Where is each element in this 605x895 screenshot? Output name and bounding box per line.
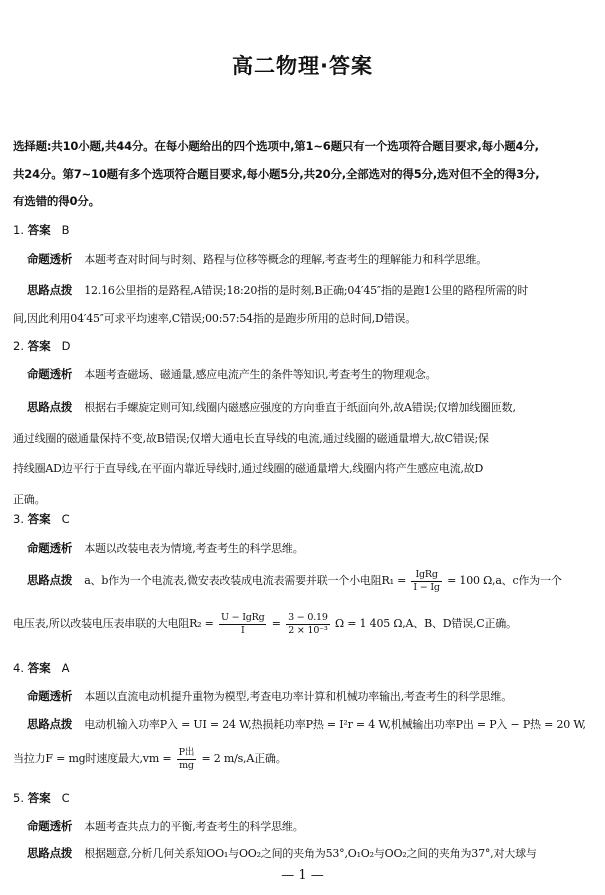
- answer-value: C: [61, 791, 70, 805]
- question-1-hint: [13, 277, 593, 332]
- analysis-label: 命题透析: [27, 541, 73, 555]
- question-3-analysis: [13, 535, 593, 563]
- question-number: 1.: [13, 223, 24, 237]
- analysis-text: 本题以直流电动机提升重物为模型,考查电功率计算和机械功率输出,考查考生的科学思维。: [84, 690, 512, 703]
- analysis-label: 命题透析: [27, 819, 73, 833]
- question-4-header: [13, 660, 69, 676]
- hint-text: 正确。: [13, 492, 46, 506]
- fraction: [286, 612, 330, 637]
- question-number: 3.: [13, 512, 24, 526]
- analysis-text: 本题考查共点力的平衡,考查考生的科学思维。: [84, 820, 304, 833]
- question-5-analysis: [13, 813, 593, 841]
- answer-label: 答案: [27, 661, 51, 675]
- denominator: I: [240, 624, 245, 636]
- answer-value: D: [61, 339, 71, 353]
- question-2-header: [13, 338, 70, 354]
- answer-label: 答案: [27, 512, 51, 526]
- answer-label: 答案: [27, 223, 51, 237]
- analysis-text: 本题考查磁场、磁通量,感应电流产生的条件等知识,考查考生的物理观念。: [84, 368, 437, 381]
- hint-text: = 2 m/s,A正确。: [201, 752, 287, 765]
- intro-line: 共24分。第7~10题有多个选项符合题目要求,每小题5分,共20分,全部选对的得5分,选对但不全的得3分,: [13, 166, 540, 181]
- hint-text: 间,因此利用04′45″可求平均速率,C错误;00:57:54指的是跑步所用的总时间,D错误。: [13, 311, 417, 325]
- question-4-analysis: [13, 683, 593, 711]
- hint-text: Ω = 1 405 Ω,A、B、D错误,C正确。: [335, 617, 517, 630]
- fraction: [177, 747, 197, 772]
- fraction: [219, 612, 266, 637]
- hint-text: 通过线圈的磁通量保持不变,故B错误;仅增大通电长直导线的电流,通过线圈的磁通量增大,故C错误;保: [13, 431, 489, 445]
- answer-label: 答案: [27, 339, 51, 353]
- page-number: — 1 —: [281, 868, 324, 883]
- numerator: P出: [178, 746, 195, 758]
- analysis-text: 本题考查对时间与时刻、路程与位移等概念的理解,考查考生的理解能力和科学思维。: [84, 253, 488, 266]
- hint-text: 持线圈AD边平行于直导线,在平面内靠近导线时,通过线圈的磁通量增大,线圈内将产生感应电流,故D: [13, 462, 484, 475]
- analysis-label: 命题透析: [27, 689, 73, 703]
- question-3-header: [13, 511, 70, 527]
- question-4-hint-line1: [13, 711, 593, 739]
- analysis-label: 命题透析: [27, 367, 73, 381]
- denominator: mg: [179, 759, 194, 771]
- numerator: 3 − 0.19: [288, 611, 328, 623]
- question-number: 4.: [13, 661, 24, 675]
- intro-line: 有选错的得0分。: [13, 194, 100, 208]
- hint-label: 思路点拨: [27, 400, 73, 414]
- hint-text: 电动机输入功率P入 = UI = 24 W,热损耗功率P热 = I²r = 4 W,机械输出功率P出 = P入 − P热 = 20 W,: [84, 718, 586, 731]
- hint-label: 思路点拨: [27, 846, 73, 860]
- question-1-analysis: [13, 246, 593, 274]
- hint-text: 12.16公里指的是路程,A错误;18:20指的是时刻,B正确;04′45″指的是跑1公里的路程所需的时: [84, 284, 529, 297]
- hint-text: 根据题意,分析几何关系知OO₁与OO₂之间的夹角为53°,O₁O₂与OO₂之间的夹角为37°,对大球与: [84, 847, 537, 860]
- question-2-hint: [13, 392, 593, 515]
- hint-text: 当拉力F = mg时速度最大,vm =: [13, 752, 172, 765]
- question-2-analysis: [13, 361, 593, 389]
- hint-text: = 100 Ω,a、c作为一个: [447, 574, 562, 587]
- hint-text: 电压表,所以改装电压表串联的大电阻R₂ =: [13, 617, 214, 630]
- question-5-hint: [13, 840, 593, 868]
- answer-label: 答案: [27, 791, 51, 805]
- hint-text: 根据右手螺旋定则可知,线圈内磁感应强度的方向垂直于纸面向外,故A错误;仅增加线圈匝数,: [84, 401, 516, 414]
- analysis-label: 命题透析: [27, 252, 73, 266]
- page-title: 高二物理·答案: [232, 54, 373, 78]
- intro-line: 选择题:共10小题,共44分。在每小题给出的四个选项中,第1~6题只有一个选项符合题目要求,每小题4分,: [13, 139, 539, 153]
- intro-paragraph: [13, 133, 595, 216]
- denominator: I − Ig: [413, 581, 440, 593]
- question-3-hint-line1: [13, 566, 593, 595]
- denominator: 2 × 10⁻³: [288, 624, 328, 636]
- answer-value: B: [61, 223, 70, 237]
- hint-text: a、b作为一个电流表,微安表改装成电流表需要并联一个小电阻R₁ =: [84, 574, 407, 587]
- answer-value: C: [61, 512, 70, 526]
- question-number: 2.: [13, 339, 24, 353]
- hint-label: 思路点拨: [27, 717, 73, 731]
- hint-label: 思路点拨: [27, 283, 73, 297]
- fraction: [411, 569, 441, 594]
- analysis-text: 本题以改装电表为情境,考查考生的科学思维。: [84, 542, 304, 555]
- question-1-header: [13, 222, 70, 238]
- hint-label: 思路点拨: [27, 573, 73, 587]
- question-number: 5.: [13, 791, 24, 805]
- numerator: U − IgRg: [221, 611, 265, 623]
- numerator: IgRg: [411, 569, 441, 582]
- question-5-header: [13, 790, 70, 806]
- question-4-hint-line2: [13, 745, 593, 773]
- question-3-hint-line2: 电压表,所以改装电压表串联的大电阻R₂ = $\frac{\text{U − IgRg}}{I}$ = $\frac{3 - 0.19}{\text{2 × 10⁻³}}$ Ω = 1 405 Ω,A、B、D错误,C正确。: [13, 611, 517, 636]
- answer-value: A: [61, 661, 70, 675]
